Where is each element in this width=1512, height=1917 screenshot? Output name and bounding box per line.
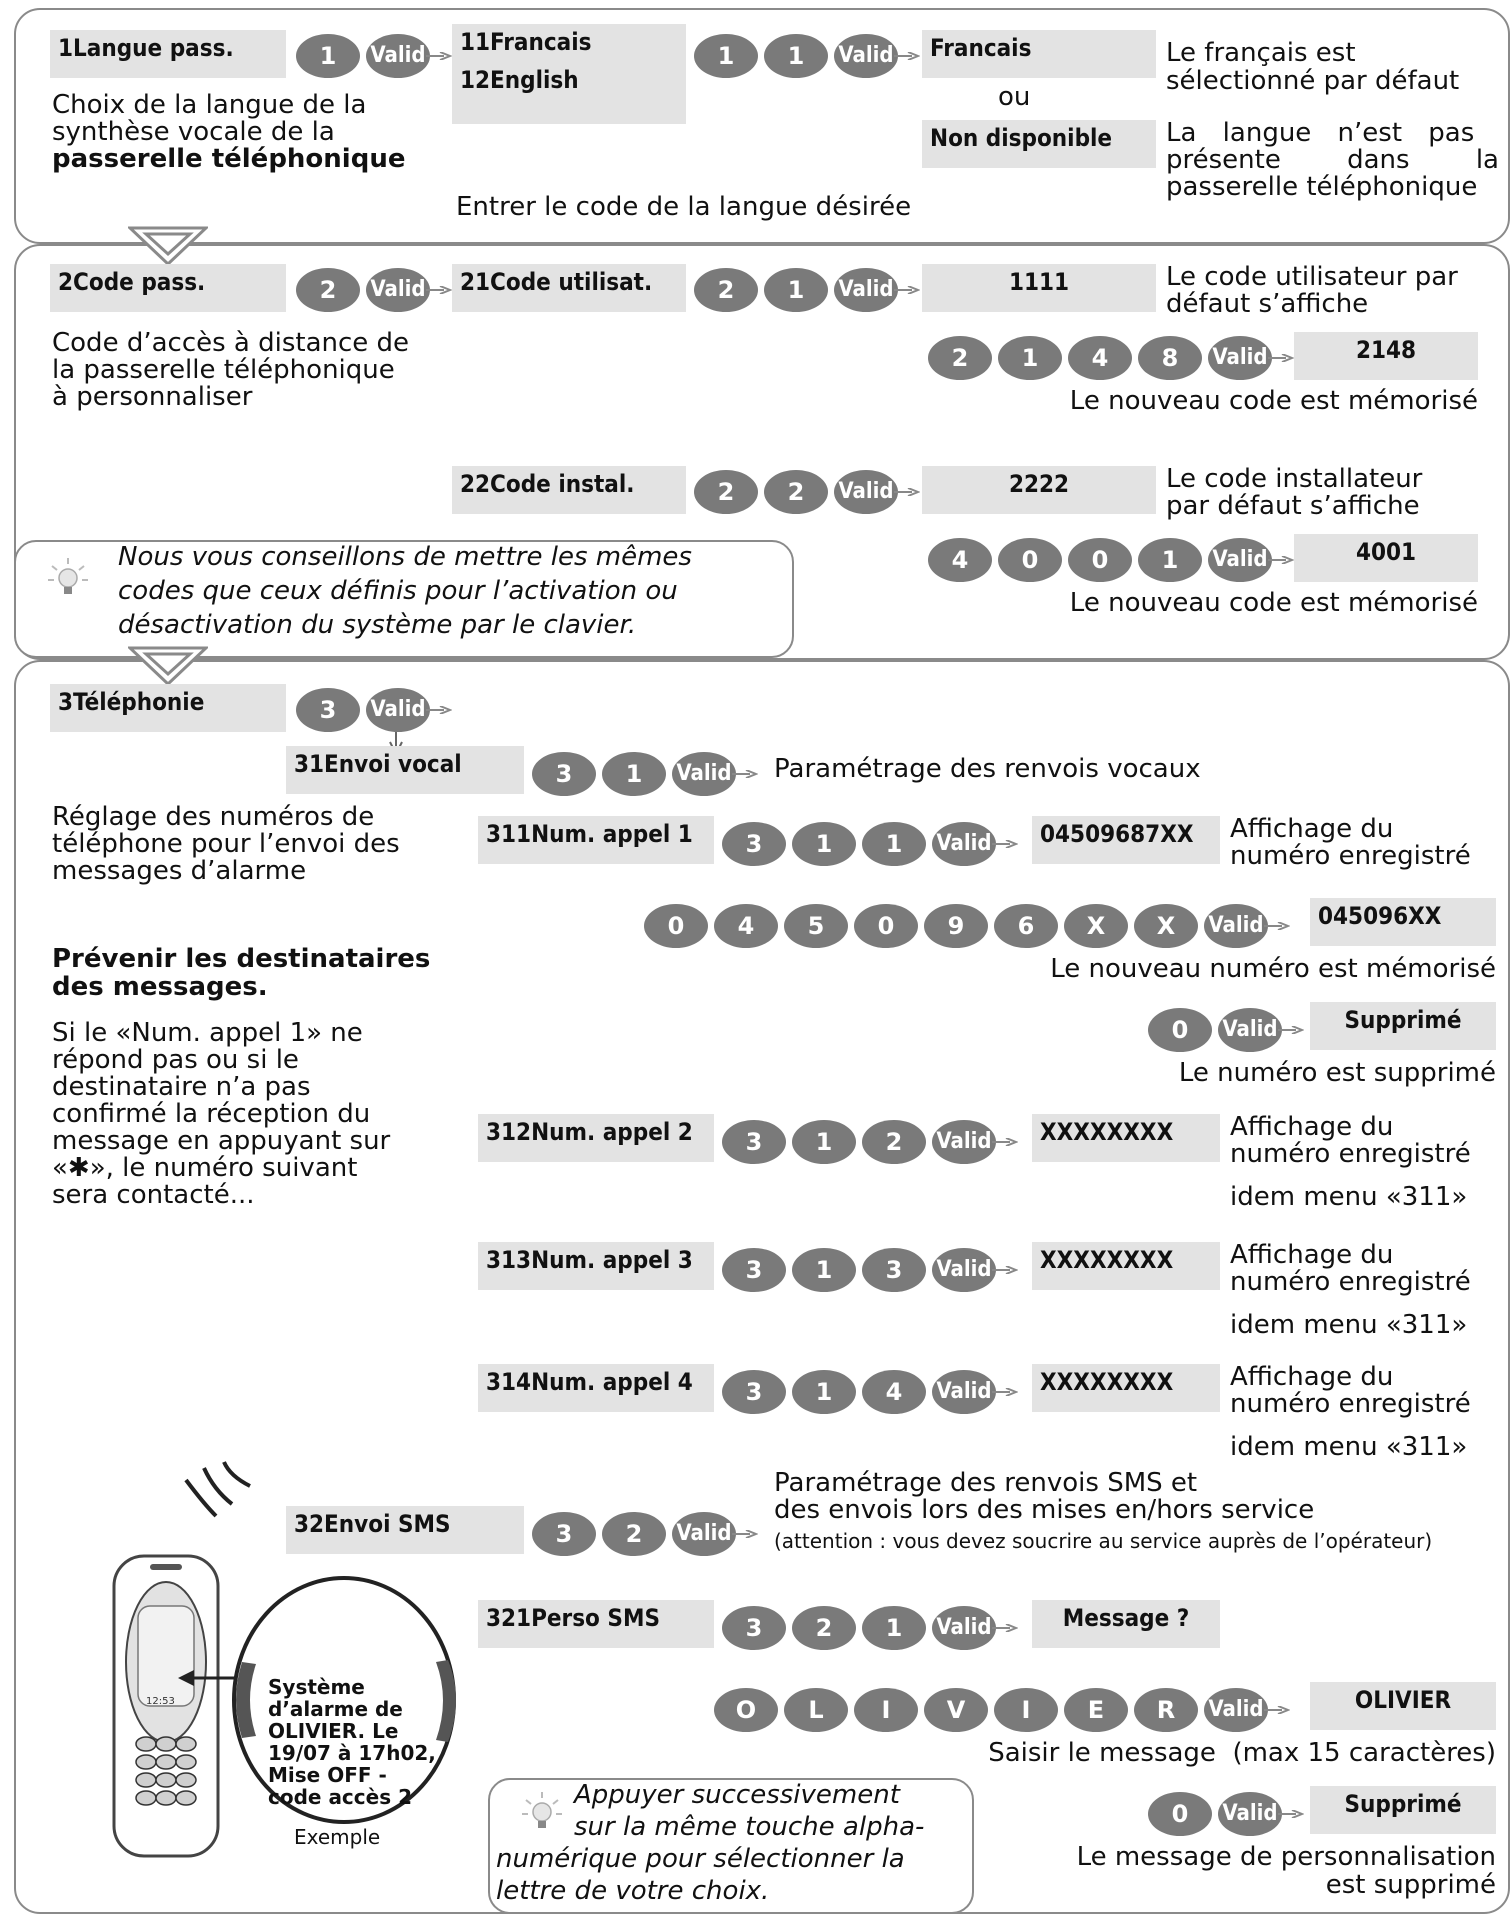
key-4: 4 [928,538,992,582]
key-0: 0 [1068,538,1132,582]
affichage-4b: numéro enregistré [1230,1389,1471,1419]
lcd-langue-pass: 1Langue pass. [50,30,286,78]
langue-desc-2: synthèse vocale de la [52,117,335,147]
message-deleted-1: Le message de personnalisation [1076,1842,1496,1872]
key-3: 3 [862,1248,926,1292]
arrow-right-icon [732,770,758,778]
note-francais-2: sélectionné par défaut [1166,66,1460,96]
lcd-perso-sms: 321Perso SMS [478,1600,714,1648]
valid-key: Valid [1204,1688,1268,1732]
memo-number: Le nouveau numéro est mémorisé [1050,954,1496,984]
max-chars: (max 15 caractères) [1232,1738,1496,1768]
arrow-right-icon [1278,1810,1304,1818]
langue-desc-3: passerelle téléphonique [52,144,406,174]
key-9: 9 [924,904,988,948]
note-langue-2: présente dans la [1166,145,1499,175]
lcd-numero-1: 04509687XX [1032,816,1220,864]
tip-alpha-3: numérique pour sélectionner la [496,1844,905,1874]
vocal-desc-3: messages d’alarme [52,856,307,886]
warn-5: message en appuyant sur [52,1126,391,1156]
key-2: 2 [296,268,360,312]
key-0: 0 [644,904,708,948]
key-2: 2 [694,470,758,514]
bubble-line-6: code accès 2 [268,1785,412,1809]
phone-time: 12:53 [146,1696,175,1707]
key-o: O [714,1688,778,1732]
key-1: 1 [792,1370,856,1414]
tip-alpha-4: lettre de votre choix. [496,1876,770,1906]
valid-key: Valid [932,1370,996,1414]
lcd-message: Message ? [1032,1600,1220,1648]
key-6: 6 [994,904,1058,948]
key-v: V [924,1688,988,1732]
valid-key: Valid [932,1248,996,1292]
key-3: 3 [296,688,360,732]
param-sms-2: des envois lors des mises en/hors service [774,1495,1315,1525]
saisir-text: Saisir le message [988,1738,1216,1768]
valid-key: Valid [672,752,736,796]
key-2: 2 [928,336,992,380]
key-2: 2 [602,1512,666,1556]
lcd-code-2222: 2222 [922,466,1156,514]
key-4: 4 [714,904,778,948]
arrow-right-icon [732,1530,758,1538]
valid-key: Valid [932,822,996,866]
key-8: 8 [1138,336,1202,380]
bubble-line-4: 19/07 à 17h02, [268,1741,436,1765]
affichage-3a: Affichage du [1230,1240,1394,1270]
idem-314: idem menu «311» [1230,1432,1468,1462]
key-3: 3 [722,1248,786,1292]
param-sms-3: (attention : vous devez soucrire au service auprès de l’opérateur) [774,1529,1433,1553]
tip-codes-1: Nous vous conseillons de mettre les mêmes [118,542,692,572]
memo-inst-code: Le nouveau code est mémorisé [1069,588,1478,618]
key-1: 1 [792,822,856,866]
note-code-user-1: Le code utilisateur par [1166,262,1458,292]
warn-4: confirmé la réception du [52,1099,371,1129]
key-2: 2 [792,1606,856,1650]
note-francais-1: Le français est [1166,38,1356,68]
lcd-numero-4: XXXXXXXX [1032,1364,1220,1412]
number-deleted: Le numéro est supprimé [1178,1058,1496,1088]
bubble-line-1: Système [268,1675,365,1699]
arrow-right-icon [894,52,920,60]
valid-key: Valid [1208,538,1272,582]
valid-key: Valid [672,1512,736,1556]
lcd-non-disponible: Non disponible [922,120,1156,168]
arrow-right-icon [1268,354,1294,362]
key-r: R [1134,1688,1198,1732]
tip-alpha-2: sur la même touche alpha- [574,1812,925,1842]
warn-3: destinataire n’a pas [52,1072,311,1102]
warn-heading-1: Prévenir les destinataires [52,944,431,974]
affichage-2a: Affichage du [1230,1112,1394,1142]
valid-key: Valid [1208,336,1272,380]
key-1: 1 [296,34,360,78]
exemple-label: Exemple [290,1824,384,1851]
key-i: I [994,1688,1058,1732]
key-1: 1 [1138,538,1202,582]
idem-313: idem menu «311» [1230,1310,1468,1340]
key-3: 3 [722,1120,786,1164]
arrow-right-icon [1264,922,1290,930]
key-1: 1 [764,268,828,312]
note-code-user-2: défaut s’affiche [1166,289,1369,319]
warn-1: Si le «Num. appel 1» ne [52,1018,363,1048]
signal-waves-icon [186,1462,250,1516]
key-2: 2 [862,1120,926,1164]
key-3: 3 [722,822,786,866]
lcd-supprime-2: Supprimé [1310,1786,1496,1834]
key-2: 2 [764,470,828,514]
key-x: X [1134,904,1198,948]
valid-key: Valid [366,34,430,78]
param-vocaux: Paramétrage des renvois vocaux [774,754,1201,784]
tip-codes-3: désactivation du système par le clavier. [118,610,637,640]
valid-key: Valid [366,268,430,312]
key-1: 1 [602,752,666,796]
arrow-right-icon [426,706,452,714]
key-0: 0 [998,538,1062,582]
lcd-code-4001: 4001 [1294,534,1478,582]
lcd-numero-2: XXXXXXXX [1032,1114,1220,1162]
lcd-code-2148: 2148 [1294,332,1478,380]
lcd-num-appel-3: 313Num. appel 3 [478,1242,714,1290]
bubble-line-3: OLIVIER. Le [268,1719,399,1743]
key-1: 1 [764,34,828,78]
affichage-4a: Affichage du [1230,1362,1394,1392]
ou-label: ou [998,82,1031,112]
arrow-right-icon [1264,1706,1290,1714]
arrow-right-icon [1268,556,1294,564]
note-langue-1-text: La langue n’est pas [1166,118,1475,148]
lcd-code-1111: 1111 [922,264,1156,312]
lightbulb-icon [46,556,90,600]
key-l: L [784,1688,848,1732]
arrow-right-icon [992,1624,1018,1632]
langue-desc-1: Choix de la langue de la [52,90,367,120]
note-code-inst-1: Le code installateur [1166,464,1423,494]
message-deleted-2: est supprimé [1325,1870,1496,1900]
lcd-num-appel-2: 312Num. appel 2 [478,1114,714,1162]
lcd-envoi-sms: 32Envoi SMS [286,1506,524,1554]
key-5: 5 [784,904,848,948]
key-3: 3 [722,1606,786,1650]
key-3: 3 [532,1512,596,1556]
warn-6: «✱», le numéro suivant [52,1153,358,1183]
affichage-3b: numéro enregistré [1230,1267,1471,1297]
tip-alpha-1: Appuyer successivement [574,1780,900,1810]
affichage-1a: Affichage du [1230,814,1394,844]
key-4: 4 [1068,336,1132,380]
key-3: 3 [532,752,596,796]
option-francais: 11Francais [460,28,592,56]
lcd-numero-3: XXXXXXXX [1032,1242,1220,1290]
key-0: 0 [854,904,918,948]
warn-7: sera contacté... [52,1180,255,1210]
param-sms-1: Paramétrage des renvois SMS et [774,1468,1198,1498]
key-1: 1 [862,1606,926,1650]
arrow-right-icon [426,52,452,60]
key-0: 0 [1148,1008,1212,1052]
key-1: 1 [694,34,758,78]
note-langue-3: passerelle téléphonique [1166,172,1478,202]
code-desc-3: à personnaliser [52,382,253,412]
lcd-telephonie: 3Téléphonie [50,684,286,732]
lcd-francais: Francais [922,30,1156,78]
vocal-desc-2: téléphone pour l’envoi des [52,829,400,859]
memo-user-code: Le nouveau code est mémorisé [1069,386,1478,416]
note-langue-1 [1166,120,1476,147]
key-1: 1 [862,822,926,866]
valid-key: Valid [932,1606,996,1650]
arrow-right-icon [992,1266,1018,1274]
lcd-envoi-vocal: 31Envoi vocal [286,746,524,794]
arrow-right-icon [992,1138,1018,1146]
lcd-code-installateur: 22Code instal. [452,466,686,514]
key-1: 1 [792,1120,856,1164]
lcd-supprime: Supprimé [1310,1002,1496,1050]
key-3: 3 [722,1370,786,1414]
idem-312: idem menu «311» [1230,1182,1468,1212]
arrow-right-icon [426,286,452,294]
lcd-numero-new: 045096XX [1310,898,1496,946]
note-code-inst-2: par défaut s’affiche [1166,491,1420,521]
key-1: 1 [998,336,1062,380]
tip-codes-2: codes que ceux définis pour l’activation ou [118,576,678,606]
warn-heading-2: des messages. [52,972,268,1002]
bubble-line-2: d’alarme de [268,1697,403,1721]
valid-key: Valid [1218,1792,1282,1836]
code-desc-1: Code d’accès à distance de [52,328,410,358]
flow-arrow-2 [128,646,208,686]
key-e: E [1064,1688,1128,1732]
vocal-desc-1: Réglage des numéros de [52,802,375,832]
valid-key: Valid [834,34,898,78]
arrow-right-icon [992,1388,1018,1396]
flow-arrow-1 [128,226,208,266]
code-desc-2: la passerelle téléphonique [52,355,395,385]
lightbulb-icon [520,1790,564,1834]
enter-code-text: Entrer le code de la langue désirée [456,192,912,222]
warn-2: répond pas ou si le [52,1045,299,1075]
key-2: 2 [694,268,758,312]
valid-key: Valid [1218,1008,1282,1052]
valid-key: Valid [1204,904,1268,948]
key-1: 1 [792,1248,856,1292]
valid-key: Valid [932,1120,996,1164]
valid-key: Valid [834,470,898,514]
affichage-2b: numéro enregistré [1230,1139,1471,1169]
key-0: 0 [1148,1792,1212,1836]
affichage-1b: numéro enregistré [1230,841,1471,871]
arrow-right-icon [992,840,1018,848]
arrow-right-icon [894,286,920,294]
option-english: 12English [460,66,579,94]
arrow-right-icon [894,488,920,496]
key-x: X [1064,904,1128,948]
key-4: 4 [862,1370,926,1414]
saisir-message [988,1740,1496,1767]
valid-key: Valid [366,688,430,732]
lcd-code-pass: 2Code pass. [50,264,286,312]
arrow-right-icon [1278,1026,1304,1034]
key-i: I [854,1688,918,1732]
valid-key: Valid [834,268,898,312]
lcd-olivier: OLIVIER [1310,1682,1496,1730]
lcd-code-utilisateur: 21Code utilisat. [452,264,686,312]
bubble-line-5: Mise OFF - [268,1763,387,1787]
lcd-language-options [452,24,686,124]
lcd-num-appel-1: 311Num. appel 1 [478,816,714,864]
lcd-num-appel-4: 314Num. appel 4 [478,1364,714,1412]
